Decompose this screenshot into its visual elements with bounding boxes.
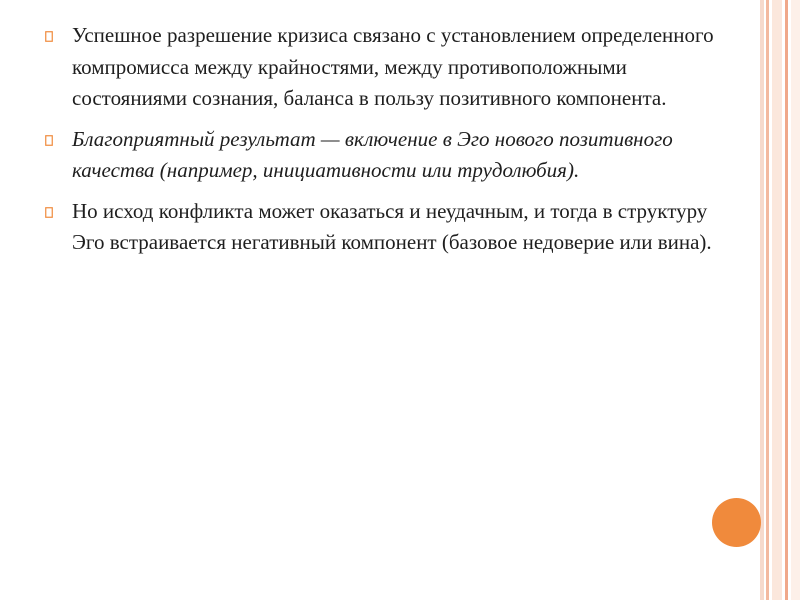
decorative-stripe [766,0,769,600]
decorative-stripe [785,0,788,600]
decorative-stripe [772,0,782,600]
bullet-marker-icon [45,207,53,218]
decorative-stripe [760,0,764,600]
bullet-item [45,20,715,115]
bullet-list [45,20,715,268]
bullet-marker-icon [45,31,53,42]
bullet-text: Благоприятный результат — включение в Эго нового позитивного качества (например, инициативности или трудолюбия). [72,126,673,182]
bullet-text: Но исход конфликта может оказаться и неудачным, и тогда в структуру Эго встраивается негативный компонент (базовое недоверие или вина). [72,198,712,254]
bullet-text: Успешное разрешение кризиса связано с установлением определенного компромисса между крайностями, между противоположными состояниями сознания, баланса в пользу позитивного компонента. [72,23,714,110]
decorative-stripe [791,0,800,600]
bullet-item [45,196,715,259]
bullet-item [45,124,715,187]
decorative-circle [712,498,761,547]
bullet-marker-icon [45,135,53,146]
